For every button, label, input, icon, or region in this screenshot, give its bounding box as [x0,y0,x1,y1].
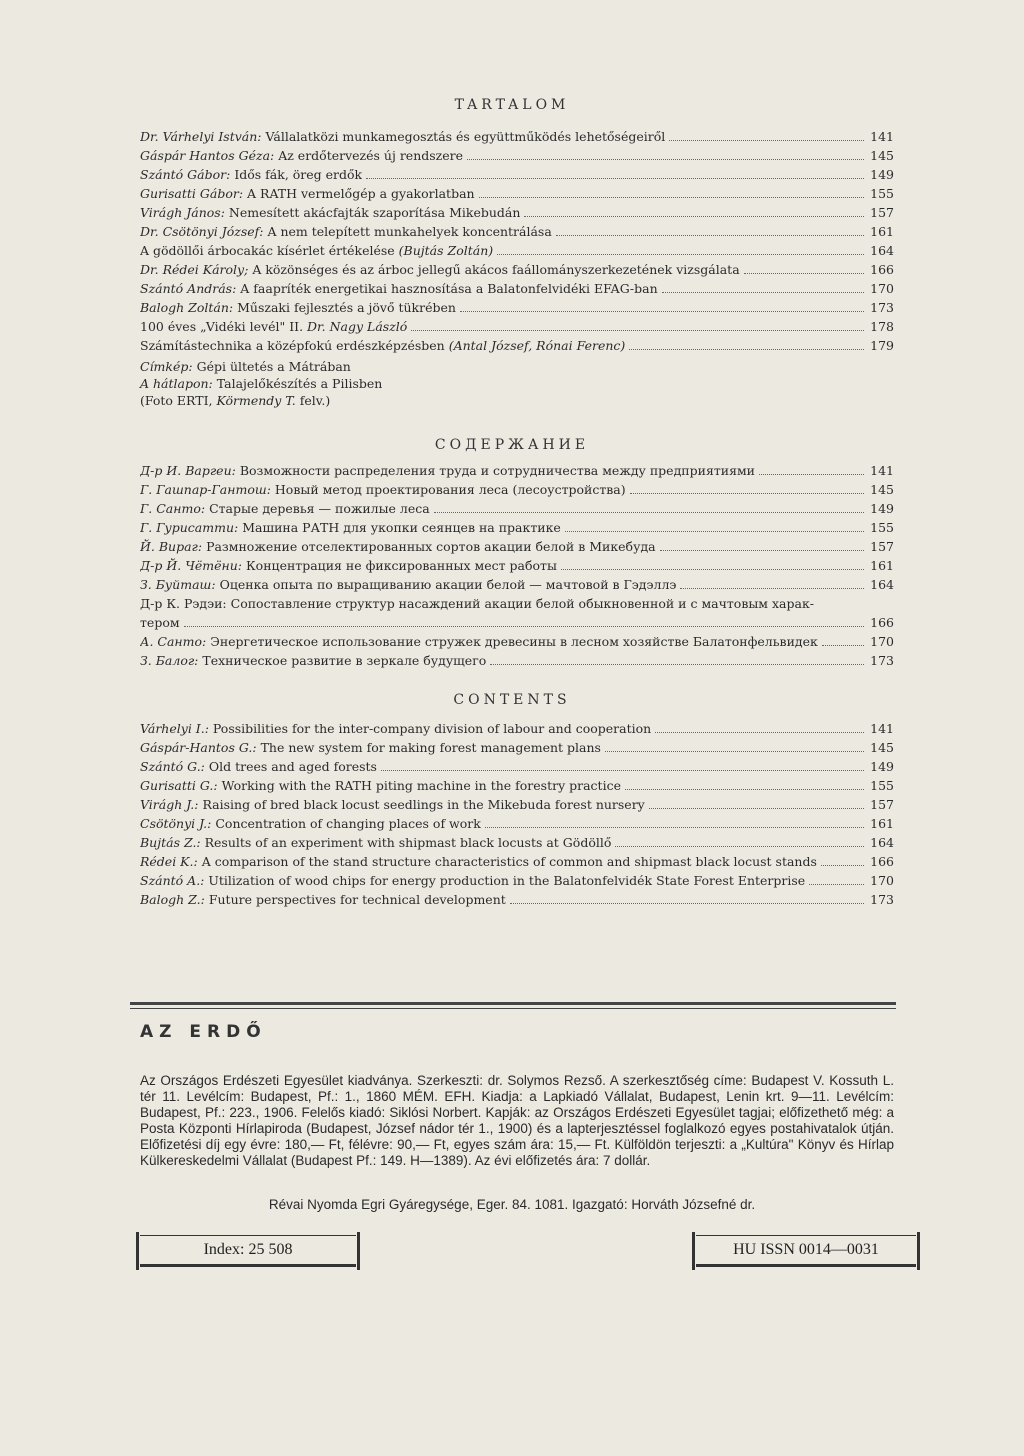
toc-entry [140,165,894,184]
toc-entry [140,537,894,556]
toc-title: Possibilities for the inter-company division of labour and cooperation [212,721,652,736]
toc-page: 173 [870,653,894,668]
toc-author: Balogh Zoltán: [140,300,234,315]
toc-page: 155 [870,186,894,201]
toc-author: Г. Гашпар-Гантош: [140,482,271,497]
toc-page: 149 [870,501,894,516]
tartalom-list [140,127,894,355]
toc-text [140,833,611,852]
toc-text [140,890,506,909]
toc-entry [140,241,894,260]
toc-title: Műszaki fejlesztés a jövő tükrében [237,300,456,315]
toc-page: 157 [870,539,894,554]
toc-author: З. Буйташ: [140,577,216,592]
toc-entry [140,871,894,890]
toc-title: Working with the RATH piting machine in the forestry practice [221,778,621,793]
toc-leader [565,531,864,532]
toc-leader [605,751,864,752]
toc-title: A RATH vermelőgép a gyakorlatban [247,186,475,201]
toc-title: A faapríték energetikai hasznosítása a Balatonfelvidéki EFAG-ban [240,281,658,296]
toc-text [140,336,625,355]
toc-leader [630,493,864,494]
divider-rule [130,1002,896,1005]
cover-label: Címkép: [140,359,193,374]
toc-leader [615,846,864,847]
toc-text [140,461,755,480]
toc-leader [649,808,864,809]
toc-author: Д-р К. Рэдэи: [140,596,227,611]
toc-title: Utilization of wood chips for energy production in the Balatonfelvidék State Forest Enterprise [208,873,806,888]
toc-entry [140,298,894,317]
toc-title: A comparison of the stand structure characteristics of common and shipmast black locust stands [201,854,817,869]
toc-entry [140,336,894,355]
toc-entry [140,146,894,165]
toc-leader [524,216,864,217]
toc-page: 170 [870,281,894,296]
toc-page: 157 [870,205,894,220]
toc-author: А. Санто: [140,634,207,649]
toc-author: Д-р И. Варгеи: [140,463,236,478]
toc-title: Concentration of changing places of work [215,816,481,831]
toc-page: 173 [870,892,894,907]
toc-page: 164 [870,577,894,592]
toc-text [140,203,520,222]
toc-author: Gáspár Hantos Géza: [140,148,275,163]
toc-entry [140,556,894,575]
toc-text [140,518,561,537]
toc-page: 149 [870,167,894,182]
toc-author: Gurisatti G.: [140,778,218,793]
toc-page: 161 [870,224,894,239]
soderzhanie-title: СОДЕРЖАНИЕ [434,437,590,453]
toc-text [140,738,601,757]
toc-text [140,298,456,317]
toc-entry [140,480,894,499]
toc-author: Gáspár-Hantos G.: [140,740,257,755]
toc-page: 164 [870,835,894,850]
toc-author: Dr. Csötönyi József: [140,224,264,239]
toc-leader [366,178,864,179]
toc-title: Raising of bred black locust seedlings in the Mikebuda forest nursery [202,797,645,812]
toc-title: Старые деревья — пожилые леса [209,501,430,516]
toc-text [140,499,430,518]
toc-leader [510,903,864,904]
toc-text [140,757,377,776]
cover-text: Gépi ültetés a Mátrában [196,359,351,374]
toc-title: 100 éves „Vidéki levél" II. [140,319,304,334]
toc-title: Техническое развитие в зеркале будущего [202,653,487,668]
toc-entry [140,852,894,871]
back-text: Talajelőkészítés a Pilisben [216,376,383,391]
toc-text [140,776,621,795]
toc-author: Gurisatti Gábor: [140,186,244,201]
toc-title: Сопоставление структур насаждений акации белой обыкновенной и с мачтовым харак- [230,596,814,611]
toc-entry [140,632,894,651]
toc-author: Г. Гурисатти: [140,520,239,535]
toc-entry [140,317,894,336]
toc-author: Д-р Й. Чётёни: [140,558,243,573]
toc-entry [140,613,894,632]
toc-leader [662,292,864,293]
toc-author: Г. Санто: [140,501,206,516]
toc-author: Virágh J.: [140,797,199,812]
toc-entry [140,651,894,670]
toc-author: Szántó Gábor: [140,167,231,182]
toc-text [140,146,463,165]
toc-author: Bujtás Z.: [140,835,201,850]
toc-title: The new system for making forest management plans [260,740,601,755]
toc-page: 166 [870,615,894,630]
imprint-text: Az Országos Erdészeti Egyesület kiadványa. Szerkeszti: dr. Solymos Rezső. A szerkesztőség címe: Budapest V. Kossuth L. tér 11. Levélcím: Budapest, Pf.: 1., 1860 MÉM. EFH. Kiadja: a Lapkiadó Vállalat, Budapest, Lenin krt. 9—11. Levélcím: Budapest, Pf.: 223., 1906. Felelős kiadó: Siklósi Norbert. Kapják: az Országos Erdészeti Egyesület tagjai; előfizethető még: a Posta Központi Hírlapiroda (Budapest, József nádor tér 1., 1900) és a lapterjesztéssel foglalkozó egyes postahivatalok útján. Előfizetési díj egy évre: 180,— Ft, félévre: 90,— Ft, egyes szám ára: 15,— Ft. Külföldön terjeszti: a „Kultúra" Könyv és Hírlap Külkereskedelmi Vállalat (Budapest Pf.: 149. H—1389). Az évi előfizetés ára: 7 dollár. [140,1073,894,1168]
toc-author: Csötönyi J.: [140,816,212,831]
toc-page: 145 [870,740,894,755]
toc-text [140,480,626,499]
toc-text [140,871,805,890]
toc-text [140,852,817,871]
toc-title: Future perspectives for technical development [208,892,506,907]
toc-entry [140,795,894,814]
toc-page: 141 [870,721,894,736]
toc-leader [485,827,864,828]
photo-pre: (Foto ERTI, [140,393,213,408]
toc-leader [822,645,864,646]
back-label: A hátlapon: [140,376,213,391]
toc-author: Szántó A.: [140,873,205,888]
toc-page: 179 [870,338,894,353]
toc-title: Idős fák, öreg erdők [234,167,363,182]
toc-author: Várhelyi I.: [140,721,209,736]
printer-line: Révai Nyomda Egri Gyáregysége, Eger. 84. 1081. Igazgató: Horváth Józsefné dr. [268,1197,756,1212]
toc-entry [140,222,894,241]
toc-entry [140,203,894,222]
toc-entry [140,575,894,594]
toc-leader [460,311,864,312]
toc-text [140,279,658,298]
toc-author: (Antal József, Rónai Ferenc) [448,338,626,353]
toc-entry-line [140,594,894,613]
toc-text [140,795,645,814]
toc-leader [556,235,864,236]
toc-leader [381,770,864,771]
toc-text [140,575,676,594]
toc-entry [140,279,894,298]
toc-leader [479,197,864,198]
toc-page: 161 [870,816,894,831]
toc-text [140,165,362,184]
toc-title: Оценка опыта по выращиванию акации белой — мачтовой в Гэдэллэ [219,577,677,592]
toc-author: Szántó G.: [140,759,205,774]
photo-post: felv.) [299,393,331,408]
toc-entry [140,260,894,279]
toc-author: Dr. Várhelyi István: [140,129,262,144]
toc-text [140,127,665,146]
toc-title: Энергетическое использование стружек древесины в лесном хозяйстве Балатонфельвидек [210,634,818,649]
toc-title: Számítástechnika a középfokú erdészképzésben [140,338,445,353]
toc-text [140,317,407,336]
toc-text [140,651,486,670]
toc-author: Й. Вираг: [140,539,203,554]
toc-entry [140,518,894,537]
toc-leader [744,273,864,274]
toc-text [140,241,493,260]
toc-title: Машина РАТН для укопки сеянцев на практике [242,520,561,535]
contents-list [140,719,894,909]
toc-title: Возможности распределения труда и сотрудничества между предприятиями [239,463,756,478]
toc-leader [561,569,864,570]
toc-page: 141 [870,463,894,478]
soderzhanie-list [140,461,894,670]
toc-page: 178 [870,319,894,334]
toc-title: Концентрация не фиксированных мест работы [246,558,557,573]
toc-leader [821,865,864,866]
contents-title: CONTENTS [453,692,571,708]
tartalom-title: TARTALOM [454,97,570,113]
toc-page: 155 [870,778,894,793]
toc-page: 157 [870,797,894,812]
toc-page: 170 [870,634,894,649]
toc-leader [629,349,864,350]
cover-caption [140,358,382,409]
toc-entry [140,719,894,738]
toc-page: 173 [870,300,894,315]
toc-title: A közönséges és az árboc jellegű akácos faállományszerkezetének vizsgálata [252,262,740,277]
toc-author: (Bujtás Zoltán) [398,243,494,258]
toc-entry [140,776,894,795]
toc-leader [660,550,864,551]
toc-page: 145 [870,482,894,497]
toc-leader [759,474,864,475]
toc-entry [140,499,894,518]
toc-author: Balogh Z.: [140,892,205,907]
toc-leader [411,330,864,331]
toc-title: Az erdőtervezés új rendszere [278,148,464,163]
toc-author: Dr. Nagy László [307,319,408,334]
toc-entry [140,890,894,909]
toc-text [140,184,475,203]
toc-page: 164 [870,243,894,258]
toc-author: Szántó András: [140,281,237,296]
toc-title-cont: тером [140,615,180,630]
index-box: Index: 25 508 [140,1235,356,1267]
toc-page: 170 [870,873,894,888]
toc-leader [434,512,864,513]
masthead-title: AZ ERDŐ [140,1022,267,1042]
toc-author: Rédei K.: [140,854,198,869]
toc-text [140,814,481,833]
toc-page: 166 [870,262,894,277]
toc-entry [140,757,894,776]
toc-leader [490,664,864,665]
issn-box: HU ISSN 0014—0031 [696,1235,916,1267]
toc-page: 166 [870,854,894,869]
toc-leader [655,732,864,733]
toc-text [140,719,651,738]
toc-title: Results of an experiment with shipmast black locusts at Gödöllő [204,835,612,850]
toc-text [140,260,740,279]
toc-leader [680,588,864,589]
toc-title: A gödöllői árbocakác kísérlet értékelése [140,243,395,258]
toc-entry [140,461,894,480]
toc-title: Vállalatközi munkamegosztás és együttműködés lehetőségeiről [265,129,666,144]
toc-author: Dr. Rédei Károly; [140,262,249,277]
toc-page: 161 [870,558,894,573]
toc-text [140,537,656,556]
toc-title: Nemesített akácfajták szaporítása Mikebudán [228,205,521,220]
divider-rule-thin [130,1008,896,1009]
toc-title: Размножение отселектированных сортов акации белой в Микебуда [206,539,656,554]
toc-author: Virágh János: [140,205,225,220]
toc-leader [669,140,864,141]
toc-page: 149 [870,759,894,774]
toc-entry [140,127,894,146]
toc-leader [467,159,864,160]
toc-leader [497,254,864,255]
toc-title: Old trees and aged forests [208,759,377,774]
toc-leader [809,884,864,885]
toc-entry [140,814,894,833]
toc-text [140,556,557,575]
toc-title: A nem telepített munkahelyek koncentrálása [267,224,552,239]
toc-title: Новый метод проектирования леса (лесоустройства) [274,482,626,497]
toc-leader [625,789,864,790]
toc-page: 145 [870,148,894,163]
photo-author: Körmendy T. [216,393,296,408]
toc-entry [140,833,894,852]
toc-entry [140,184,894,203]
toc-entry [140,738,894,757]
toc-text [140,222,552,241]
toc-page: 155 [870,520,894,535]
toc-leader [184,626,864,627]
toc-text [140,632,818,651]
toc-author: З. Балог: [140,653,199,668]
toc-page: 141 [870,129,894,144]
